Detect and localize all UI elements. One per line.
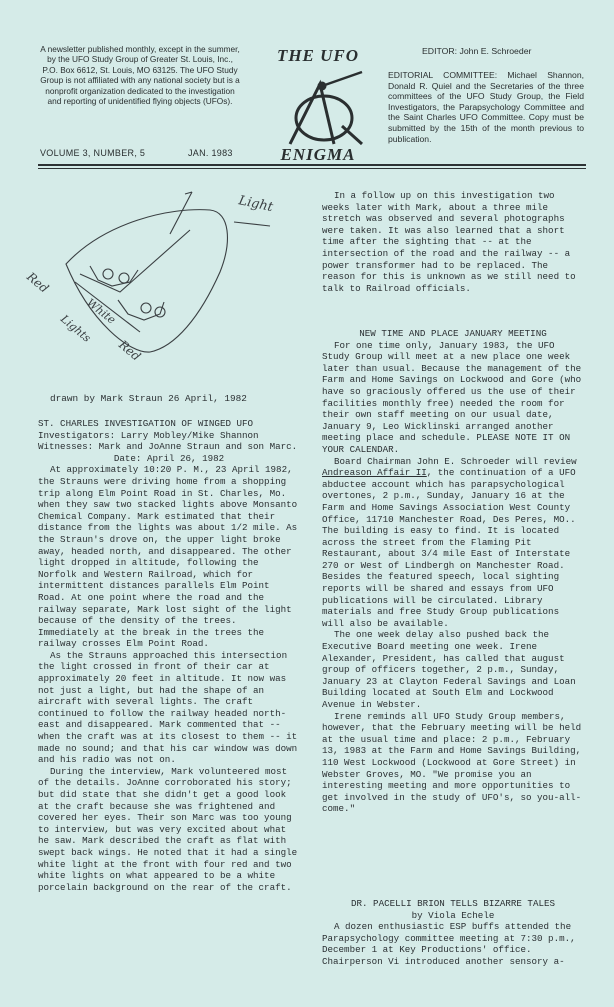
sketch-label-red-left: Red [24,269,52,296]
meeting-paragraph: For one time only, January 1983, the UFO Study Group will meet at a new place one week later than usual. Because the management of the Farm and Home Savings on Lockwood and Gore (who have so graciously offered us the use of their facilities monthly free) needed the room for their own staff meeting on our usual date, January 9, Leo Wicklinski arranged another meeting place and schedule. PLEASE NOTE IT ON YOUR CALENDAR. [322,339,582,455]
sketch-label-light: Light [237,193,275,216]
logo-title-top: THE UFO [276,46,360,65]
editor-line: EDITOR: John E. Schroeder [422,46,532,56]
meeting-text: , the continuation of a UFO abductee account which has parapsychological overtones, 2 p.m., Sunday, January 16 at the Farm and Home Savings Association West County Office, 11710 Manchester Road, Des Peres, MO.. The building is easy to find. It is located across the street from the Flaming Pit Restaurant, about 3/4 mile East of Interstate 270 or West of Lindbergh on Manchester Road. Besides the featured speech, local sighting reports will be shared and essays from UFO publications will be circulated. Library materials and free Study Group publications will also be available. [322,467,576,629]
followup-article [322,190,584,294]
pacelli-headline: DR. PACELLI BRION TELLS BIZARRE TALES [351,898,555,909]
left-article-paragraph: At approximately 10:20 P. M., 23 April 1982, the Strauns were driving home from a shopping trip along Elm Point Road in St. Charles, Mo. when they saw two stacked lights above Monsanto Chemical Company. Mark estimated that their distance from the lights was about 1/2 mile. As the Straun's drove on, the upper light broke away, headed north, and disappeared. The other light dropped in altitude, following the Norfolk and Western Railroad, which for intermittent distances parallels Elm Point Road. At one point where the road and the railway separate, Mark lost sight of the light because of the density of the trees. Immediately at the break in the trees the railway crosses Elm Point Road. [38,464,298,650]
sketch-label-lights: Lights [58,312,94,345]
sketch-label-white: White [84,296,119,327]
masthead-rule-bottom [38,168,586,169]
sketch-label-red-bottom: Red [116,337,144,364]
left-article-investigators: Investigators: Larry Mobley/Mike Shannon [38,429,259,441]
left-article [38,418,300,893]
left-article-witnesses: Witnesses: Mark and JoAnne Straun and son Marc. [38,441,298,453]
meeting-paragraph: The one week delay also pushed back the Executive Board meeting one week. Irene Alexander, President, has called that august group of officers together, 2 p.m., Sunday, January 23 at Clayton Federal Savings and Loan Building located at South Elm and Lockwood Avenue in Webster. [322,629,576,710]
editorial-committee: EDITORIAL COMMITTEE: Michael Shannon, Donald R. Quiel and the Secretaries of the three committees of the UFO Study Group, the Field Investigators, the Parapsychology Committee and the Saint Charles UFO Committee. Copy must be submitted by the 15th of the month previous to publication. [388,70,584,144]
pacelli-byline: by Viola Echele [411,909,495,921]
pacelli-paragraph: A dozen enthusiastic ESP buffs attended the Parapsychology committee meeting at 7:30 p.m., December 1 at Key Productions' office. Chairperson Vi introduced another sensory a- [322,921,576,967]
pacelli-article [322,898,584,968]
ufo-sketch [20,182,310,387]
meeting-paragraph [322,456,584,630]
left-article-headline: ST. CHARLES INVESTIGATION OF WINGED UFO [38,418,254,429]
meeting-headline: NEW TIME AND PLACE JANUARY MEETING [359,328,547,339]
masthead-rule-top [38,164,586,166]
andreason-affair-title: Andreason Affair II [322,467,427,479]
masthead-blurb: A newsletter published monthly, except in the summer, by the UFO Study Group of Greater St. Louis, Inc., P.O. Box 6612, St. Louis, MO 63125. The UFO Study Group is not affiliated with any national society but is a nonprofit organization dedicated to the investigation and reporting of unidentified flying objects (UFOs). [40,44,240,107]
left-article-paragraph: During the interview, Mark volunteered most of the details. JoAnne corroborated his story; but did state that she didn't get a good look at the craft because she was frightened and covered her eyes. Their son Marc was too young to interview, but was very excited about what he saw. Mark described the craft as flat with swept back wings. He noted that it had a single white light at the front with four red and two white lights on what appeared to be a white porcelain background on the rear of the craft. [38,765,298,893]
meeting-text: Board Chairman John E. Schroeder will review [334,455,577,467]
meeting-paragraph: Irene reminds all UFO Study Group members, however, that the February meeting will be held at the usual time and place: 2 p.m., February 13, 1983 at the Farm and Home Savings Building, 110 West Lockwood (Lockwood at Gore Street) in Webster Groves, MO. "We promise you an interesting meeting and more opportunities to get involved in the study of UFO's, so you-all-come." [322,710,582,815]
logo-title-bottom: ENIGMA [280,145,356,164]
left-article-paragraph: As the Strauns approached this intersection the light crossed in front of their car at approximately 20 feet in altitude. It now was not just a light, but had the shape of an aircraft with several lights. The craft continued to follow the railway headed north-east and disappeared. Mark commented that -- when the craft was at its closest to them -- it made no sound; and that his car window was down and his radio was not on. [38,649,298,766]
enigma-logo-icon [276,66,368,146]
left-article-date: Date: April 26, 1982 [113,452,225,464]
sketch-caption: drawn by Mark Straun 26 April, 1982 [50,393,247,404]
issue-date: JAN. 1983 [188,148,233,158]
volume-number: VOLUME 3, NUMBER, 5 [40,148,146,158]
meeting-article [322,328,584,815]
followup-paragraph: In a follow up on this investigation two weeks later with Mark, about a three mile stretch was observed and several photographs were taken. It was also learned that a short time after the sighting that -- at the intersection of the road and the railway -- a power transformer had to be replaced. The reason for this is unknown as we still need to talk to Railroad officials. [322,190,576,294]
